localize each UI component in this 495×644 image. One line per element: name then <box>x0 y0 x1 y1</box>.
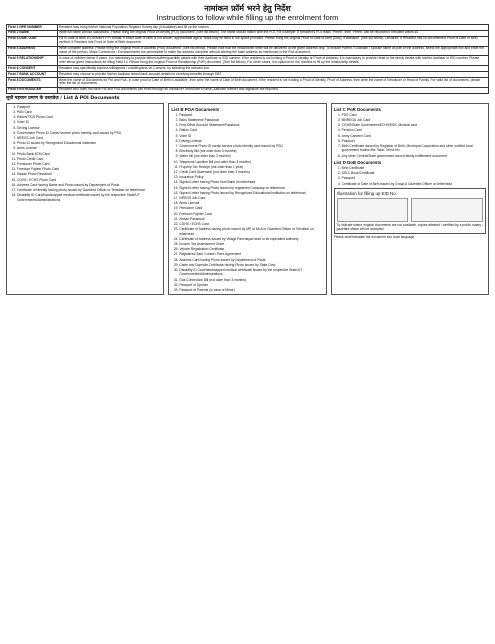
dob-document-item: 3. Passport <box>342 176 486 180</box>
por-dob-column <box>331 103 489 296</box>
field-instruction-text: Write the name of Documents for PoI and PoA. In case proof of Date of Birth is available, then write the name of Date of Birth document. If the resident is not holding a Proof of Identity, Proof of Address, then write the name of Introducer or Head of Family. For valid list of documents, please refer the list of documents. <box>58 78 489 88</box>
por-document-item: 5. Army Canteen Card <box>342 134 486 138</box>
poi-document-item: 11. Photo Credit Card <box>17 157 161 161</box>
field-label: Field 2 NAME <box>7 30 58 36</box>
poa-document-item: 24. Certificate of Address issued by Village Panchayat head or its equivalent authority <box>179 237 323 241</box>
por-list <box>334 113 486 158</box>
footer-note: Please shall translate the document into local language <box>333 234 415 239</box>
dob-list-heading: List D DoB Documents <box>333 160 382 166</box>
poa-document-item: 7. Government Photo ID cards/ service photo identity card issued by PSU <box>179 144 323 148</box>
field-instructions-table <box>6 24 489 94</box>
dob-document-item: 2. SSLC Book/Certificate <box>342 171 486 175</box>
poi-document-item: 1. Passport <box>17 105 161 109</box>
poi-document-item: 17. Certificate of Identity having photo issued by Gazetted Officer or Tehsildar on letterhead <box>17 188 161 192</box>
poi-document-item: 6. Government Photo ID Cards/ service photo identity card issued by PSU <box>17 131 161 135</box>
poi-document-item: 13. Freedom Fighter Photo Card <box>17 167 161 171</box>
poa-document-item: 26. Vehicle Registration Certificate <box>179 247 323 251</box>
poa-document-item: 29. Caste and Domicile Certificate having Photo issued by State Govt. <box>179 263 323 267</box>
poa-list-heading: List B POA Documents <box>171 106 220 112</box>
field-row <box>7 78 489 88</box>
poa-document-item: 22. CGHS / ECHS Card <box>179 222 323 226</box>
poa-document-item: 19. Pensioner Card <box>179 206 323 210</box>
poi-document-item: 5. Driving License <box>17 126 161 130</box>
por-document-item: 3. CGHS/State Government/ECHS/ESIC Medical card <box>342 123 486 127</box>
poi-document-item: 16. Address Card having Name and Photo issued by Department of Posts <box>17 183 161 187</box>
field-label: Field 6 CONSENT <box>7 66 58 72</box>
field-instruction-text: Resident may specifically express willingness / unwillingness on Consent, by selecting the relevant box. <box>58 66 489 72</box>
field-instruction-text: Resident who does not have PoI and PoA documents can enrol through an Introducer. Introducer's name, Aadhaar number and signature are required. <box>58 87 489 93</box>
field-instruction-text: Write complete address. Please bring the original Proof of Address (PoA) document. (See list below). Please note that the head/owner letter will be delivered at the given address only. To include Parent / Guardian / Spouse name as part of the address, select the appropriate box and enter the name of the person. Minor Corrections / Enhancements are permissible to make the address complete without altering the base address as mentioned in the PoA document. <box>58 46 489 56</box>
illustration-label: Illustration for filling up EID No. <box>336 191 397 197</box>
poa-document-item: 27. Registered Sale / Lease / Rent Agreement <box>179 252 323 256</box>
field-label: Field 5 RELATIONSHIP <box>7 56 58 66</box>
poi-list <box>9 105 161 202</box>
sample-document-image <box>337 198 409 222</box>
poa-document-item: 4. Ration Card <box>179 128 323 132</box>
poa-document-item: 18. Arms License <box>179 201 323 205</box>
poa-document-item: 20. Freedom Fighter Card <box>179 212 323 216</box>
poa-document-item: 25. Income Tax Assessment Order <box>179 242 323 246</box>
poa-list <box>171 113 323 293</box>
poi-document-item: 3. Ration/ PDS Photo Card <box>17 115 161 119</box>
poi-document-item: 4. Voter ID <box>17 120 161 124</box>
poa-document-item: 23. Certificate of Address having photo issued by MP or MLA or Gazetted Officer or Tehsildar on letterhead <box>179 227 323 236</box>
poi-document-item: 18. Disability ID Card/handicapped medical certificate issued by the respective State/UT Governments/Administrations <box>17 193 161 202</box>
por-list-heading: List C PoR Documents <box>333 106 381 112</box>
poa-document-item: 32. Passport of Spouse <box>179 283 323 287</box>
poa-document-item: 13. Insurance Policy <box>179 175 323 179</box>
poa-document-item: 12. Credit Card Statement (not older than 3 months) <box>179 170 323 174</box>
poa-column <box>168 103 326 296</box>
poa-document-item: 5. Voter ID <box>179 134 323 138</box>
dob-list <box>334 166 486 186</box>
field-instruction-text: Resident may bring his/her National Population Register Survey slip (if available) and fill up the column. <box>58 25 489 31</box>
por-document-item: 7. Birth Certificate issued by Registrar of Birth, Municipal Corporation and other notified local government bodies like Taluk, Tehsil etc. <box>342 144 486 153</box>
enrolment-instructions-page <box>6 4 489 636</box>
poa-document-item: 11. Property Tax Receipt (not older than 1 year) <box>179 165 323 169</box>
field-label: Field 4 ADDRESS <box>7 46 58 56</box>
poi-document-item: 8. Photo ID issued by Recognized Educational Institution <box>17 141 161 145</box>
poa-document-item: 10. Telephone Landline Bill (not older than 3 months) <box>179 160 323 164</box>
sample-document-image <box>411 198 483 222</box>
poa-document-item: 8. Electricity Bill (not older than 3 months) <box>179 149 323 153</box>
poi-document-item: 12. Pensioner Photo Card <box>17 162 161 166</box>
document-lists <box>6 103 489 296</box>
field-instruction-text: In case of children below 5 years, it is mandatory to provide father/mother/guardian details with their Aadhaar or EID number. If the resident is not holding a Proof of Identity or Proof of Address, it is mandatory to provide Head of the family details with his/her Aadhaar or EID number. Please refer below given instructions for filling Field 12. Please bring the original Proof of Relationship (PoR) document. (See list below). For other cases, it is optional for the resident to fill up the relationship details. <box>58 56 489 66</box>
poa-document-item: 31. Gas Connection Bill (not older than 3 months) <box>179 278 323 282</box>
poa-document-item: 9. Water bill (not older than 3 months) <box>179 154 323 158</box>
illustration-note: To indicate where original documents are not available, copies attested / certified by a public notary / gazetted officer will be accepted. <box>336 222 483 231</box>
documents-header <box>6 96 489 102</box>
poa-document-item: 16. Signed Letter having Photo issued by Recognized Educational Institution on letterhead <box>179 191 323 195</box>
poi-document-item: 7. NREGS Job Card <box>17 136 161 140</box>
poa-document-item: 21. Kissan Passbook <box>179 217 323 221</box>
page-title-hindi: नामांकन फ़ॉर्म भरने हेतु निर्देश <box>204 4 291 13</box>
poa-document-item: 3. Post Office Account Statement/Passbook <box>179 123 323 127</box>
poi-list-heading: सूची पहचान प्रमाण के दस्तावेज़ / List A POI Documents <box>6 95 120 101</box>
por-document-item: 2. MNREGA Job Card <box>342 118 486 122</box>
poa-document-item: 6. Driving License <box>179 139 323 143</box>
poi-document-item: 2. PAN Card <box>17 110 161 114</box>
poi-document-item: 14. Kissan Photo Passbook <box>17 172 161 176</box>
page-title-english: Instructions to follow while filling up the enrolment form <box>156 13 339 22</box>
poa-document-item: 30. Disability ID Card/handicapped medical certificate issued by the respective State/UT Governments/Administrations <box>179 268 323 277</box>
field-label: Field 1 NPR NUMBER <box>7 25 58 31</box>
por-document-item: 1. PDS Card <box>342 113 486 117</box>
poa-document-item: 15. Signed Letter having Photo issued by registered Company on letterhead <box>179 186 323 190</box>
field-row <box>7 46 489 56</box>
poa-document-item: 33. Passport of Parents (in case of Minor) <box>179 288 323 292</box>
por-document-item: 8. Any other Central/State government issued family entitlement document <box>342 154 486 158</box>
field-instruction-text: Write full name without salutations. Please bring the original Proof of Identity (POI) document. (See list below). The name should match with the POI. For Example: If Resident's POI reads "Preeti", then "Preeti" can be recorded if Resident wants so. <box>58 30 489 36</box>
field-label: Field 8 DOCUMENTS <box>7 78 58 88</box>
eid-illustration <box>334 188 486 234</box>
field-row <box>7 36 489 46</box>
dob-document-item: 1. Birth Certificate <box>342 166 486 170</box>
poa-document-item: 1. Passport <box>179 113 323 117</box>
field-row <box>7 56 489 66</box>
field-label: Field 7 BANK ACCOUNT <box>7 72 58 78</box>
dob-document-item: 4. Certificate of Date of Birth issued by Group A Gazetted Officer on letterhead <box>342 182 486 186</box>
poa-document-item: 2. Bank Statement/ Passbook <box>179 118 323 122</box>
poa-document-item: 14. Signed Letter having Photo from Bank on letterhead <box>179 180 323 184</box>
field-row <box>7 87 489 93</box>
poa-document-item: 17. NREGS Job Card <box>179 196 323 200</box>
por-document-item: 6. Passport <box>342 139 486 143</box>
field-label: Field 9 INTRODUCER <box>7 87 58 93</box>
poa-document-item: 28. Address Card having Photo issued by Department of Posts <box>179 258 323 262</box>
poi-column <box>6 103 164 296</box>
field-instruction-text: Fill in Date of Birth in DD/MM/YYYY format. If exact Date of Birth is not known, approximate age in Years may be filled in the space provided. Please bring the original Proof of Date of Birth (DoB), if available. (See list below). Declared: If Resident has no documented Proof of Date of Birth, verified: If Resident has Proof of Date of Birth document. <box>58 36 489 46</box>
poi-document-item: 10. Photo Bank ATM Card <box>17 152 161 156</box>
field-instruction-text: Resident may choose to provide his/her Aadhaar linked bank account details for receiving benefits through DBT. <box>58 72 489 78</box>
field-label: Field 3 DOB / AGE <box>7 36 58 46</box>
poi-document-item: 9. Arms License <box>17 146 161 150</box>
por-document-item: 4. Pension Card <box>342 128 486 132</box>
poi-document-item: 15. CGHS / ECHS Photo Card <box>17 178 161 182</box>
